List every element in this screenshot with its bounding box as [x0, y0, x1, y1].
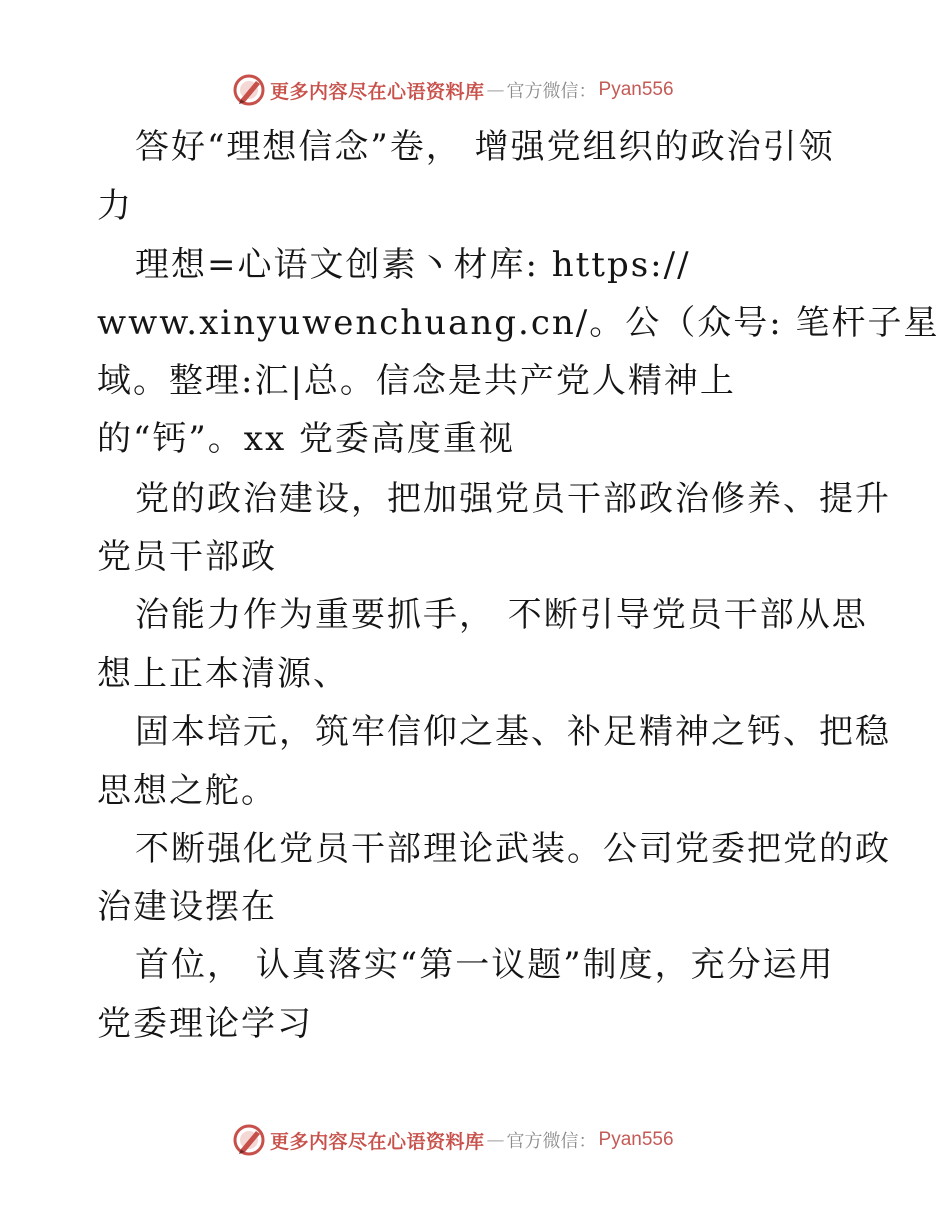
- header-brand-text: 更多内容尽在心语资料库: [270, 80, 485, 103]
- header-banner[interactable]: [232, 70, 712, 110]
- text-line: 答好“理想信念”卷， 增强党组织的政治引领: [135, 127, 835, 167]
- text-line: 不断强化党员干部理论武装。公司党委把党的政: [135, 829, 891, 869]
- text-line: 首位， 认真落实“第一议题”制度，充分运用: [135, 945, 835, 985]
- text-line: www.xinyuwenchuang.cn/。公（众号: 笔杆子星: [97, 303, 940, 343]
- text-line: 固本培元，筑牢信仰之基、补足精神之钙、把稳: [135, 712, 891, 752]
- text-line: 力: [97, 186, 133, 226]
- text-line: 想上正本清源、: [97, 654, 349, 694]
- header-wechat-handle: Pyan556: [598, 79, 674, 100]
- text-line: 的“钙”。xx 党委高度重视: [97, 419, 515, 459]
- text-line: 理想=心语文创素丶材库: https://: [135, 245, 691, 285]
- text-line: 党员干部政: [97, 537, 277, 577]
- text-line: 治能力作为重要抓手， 不断引导党员干部从思: [135, 595, 868, 635]
- header-separator: —: [486, 79, 505, 101]
- footer-wechat-handle: Pyan556: [598, 1129, 674, 1150]
- pen-logo-icon: [232, 1123, 266, 1157]
- footer-banner[interactable]: [232, 1120, 712, 1160]
- text-line: 党委理论学习: [97, 1004, 313, 1044]
- header-wechat-label: 官方微信：: [506, 81, 597, 102]
- footer-brand-text: 更多内容尽在心语资料库: [270, 1130, 485, 1153]
- pen-logo-icon: [232, 73, 266, 107]
- text-line: 思想之舵。: [97, 771, 277, 811]
- text-line: 治建设摆在: [97, 887, 277, 927]
- text-line: 党的政治建设，把加强党员干部政治修养、提升: [135, 479, 891, 519]
- footer-wechat-label: 官方微信：: [506, 1131, 597, 1152]
- footer-separator: —: [486, 1129, 505, 1151]
- text-line: 域。整理:汇|总。信念是共产党人精神上: [97, 361, 736, 401]
